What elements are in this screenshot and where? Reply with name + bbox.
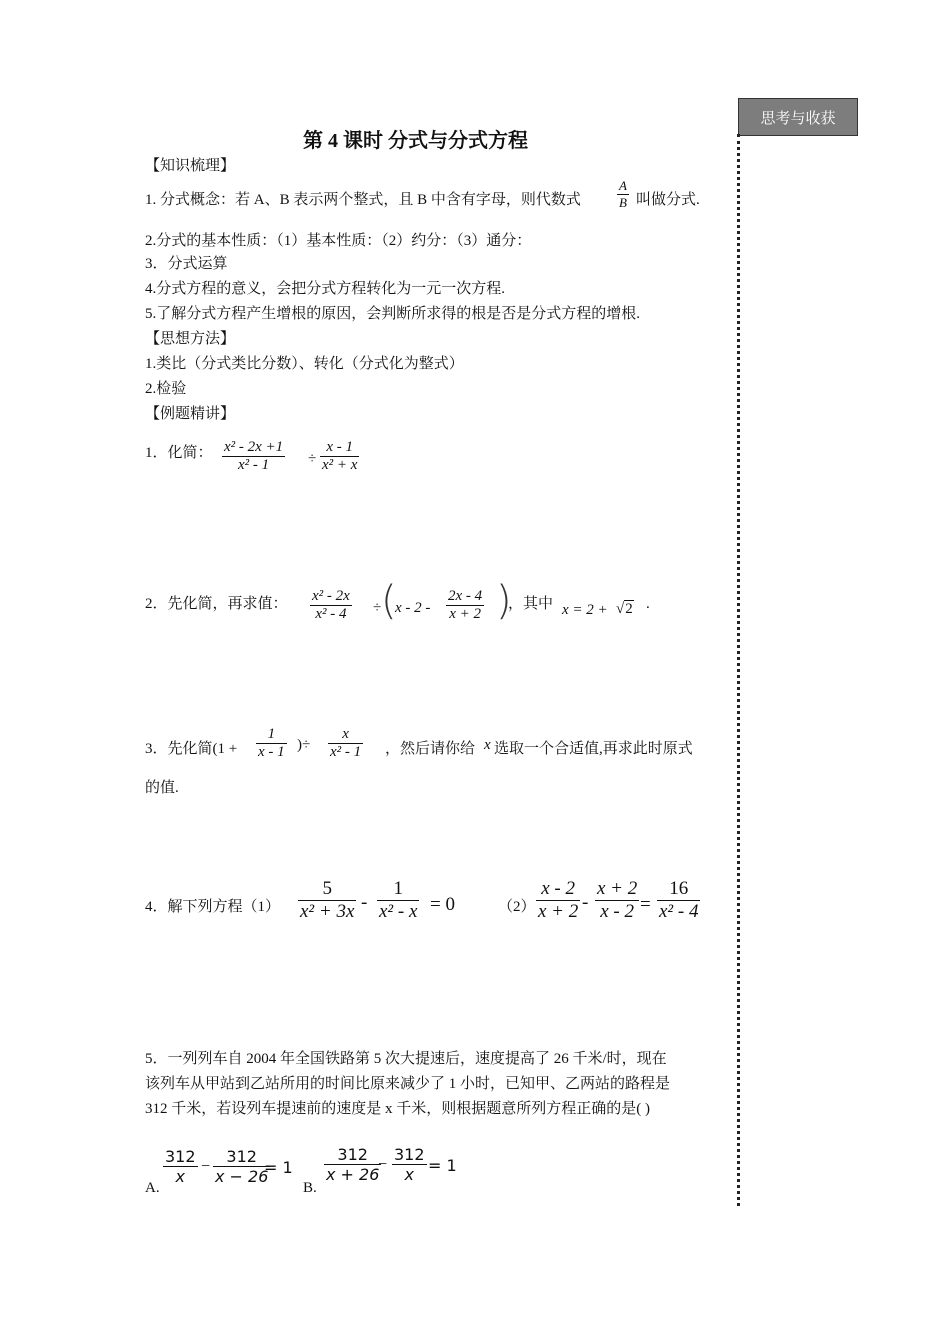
numerator: 1 — [267, 726, 276, 742]
minus-sign: - — [361, 892, 368, 913]
knowledge-item-3: 3．分式运算 — [145, 256, 228, 272]
method-item-1: 1.类比（分式类比分数）、转化（分式化为整式） — [145, 356, 464, 372]
sidebar-label: 思考与收获 — [760, 108, 836, 127]
knowledge-item-1: 1. 分式概念：若 A、B 表示两个整式，且 B 中含有字母，则代数式 — [145, 192, 581, 208]
knowledge-item-5: 5.了解分式方程产生增根的原因，会判断所求得的根是否是分式方程的增根. — [145, 306, 641, 322]
numerator: 312 — [337, 1145, 368, 1164]
example-4-label: 4．解下列方程（1） — [145, 899, 281, 915]
section-knowledge: 【知识梳理】 — [145, 158, 236, 174]
example-2-end: . — [646, 596, 650, 612]
method-item-2: 2.检验 — [145, 381, 187, 397]
knowledge-item-2: 2.分式的基本性质：（1）基本性质：（2）约分：（3）通分： — [145, 233, 532, 249]
example-2-value: x = 2 + — [562, 602, 608, 618]
denominator: x² - 1 — [222, 456, 285, 474]
example-3-var: x — [484, 737, 491, 753]
left-paren: ( — [381, 578, 397, 624]
example-4-fraction-4 — [595, 878, 639, 923]
numerator: x² - 2x +1 — [224, 439, 284, 455]
example-4-fraction-2 — [377, 878, 419, 923]
denominator: x² - 1 — [330, 744, 362, 760]
numerator: 16 — [669, 878, 689, 899]
numerator: x — [342, 726, 349, 742]
example-5-line-2: 该列车从甲站到乙站所用的时间比原来减少了 1 小时，已知甲、乙两站的路程是 — [145, 1076, 671, 1092]
denominator: x - 1 — [258, 744, 285, 760]
example-5-line-3: 312 千米，若设列车提速前的速度是 x 千米，则根据题意所列方程正确的是( ) — [145, 1101, 650, 1117]
example-5-line-1: 5．一列列车自 2004 年全国铁路第 5 次大提速后，速度提高了 26 千米/时，现在 — [145, 1051, 667, 1067]
option-b-fraction-2 — [392, 1145, 427, 1184]
right-paren: ) — [496, 578, 512, 624]
option-a-equals: = 1 — [264, 1158, 293, 1177]
division-sign: ÷ — [308, 451, 317, 467]
numerator: x - 2 — [541, 878, 576, 899]
numerator: 312 — [165, 1147, 196, 1166]
denominator: x² + x — [322, 457, 358, 473]
denominator: x + 26 — [326, 1165, 380, 1184]
example-4-fraction-5 — [657, 878, 700, 923]
option-b-fraction-1 — [324, 1145, 381, 1184]
example-3-fraction-1 — [256, 726, 287, 761]
denominator: x + 2 — [538, 901, 579, 922]
denominator: x + 2 — [446, 605, 484, 623]
example-2-where: ，其中 — [508, 596, 554, 612]
denominator: x − 26 — [215, 1167, 269, 1186]
denominator: x — [392, 1164, 427, 1184]
option-b-equals: = 1 — [428, 1156, 457, 1175]
denominator: x² + 3x — [300, 901, 355, 922]
option-a-fraction-1 — [163, 1147, 198, 1186]
equals-zero: = 0 — [430, 894, 455, 915]
example-1-fraction-2 — [320, 439, 359, 474]
example-3-line-2: 的值. — [145, 780, 179, 796]
section-examples: 【例题精讲】 — [145, 406, 236, 422]
sqrt-sign: √2 — [616, 601, 633, 617]
denominator: x² - 4 — [310, 605, 352, 623]
example-2-label: 2．先化简，再求值： — [145, 596, 288, 612]
example-2-fraction-2 — [446, 588, 484, 623]
sidebar-label-box — [738, 98, 858, 136]
numerator: 2x - 4 — [448, 588, 483, 604]
denominator: x — [163, 1166, 198, 1186]
example-4-label-2: （2） — [498, 899, 536, 915]
numerator: x² - 2x — [312, 588, 350, 604]
numerator: 1 — [393, 878, 403, 899]
minus-sign: − — [378, 1156, 388, 1173]
equals-sign: = — [640, 894, 651, 915]
example-4-fraction-3 — [536, 878, 580, 923]
option-b-label: B. — [303, 1180, 317, 1196]
page-title: 第 4 课时 分式与分式方程 — [303, 130, 528, 152]
numerator: x + 2 — [597, 878, 638, 899]
fraction-denominator: B — [619, 195, 627, 210]
denominator: x - 2 — [595, 900, 639, 923]
example-1-fraction-1 — [222, 439, 285, 474]
minus-sign: - — [582, 892, 589, 913]
option-a-label: A. — [145, 1180, 160, 1196]
example-2-middle: x - 2 - — [395, 600, 431, 616]
numerator: 312 — [394, 1145, 425, 1164]
denominator: x² - 4 — [659, 901, 699, 922]
example-4-fraction-1 — [298, 878, 356, 923]
numerator: 5 — [322, 878, 332, 899]
sqrt-radicand: 2 — [625, 601, 633, 617]
example-3-tail: ，然后请你给 — [385, 741, 476, 757]
sidebar-divider — [737, 134, 740, 1206]
numerator: x - 1 — [326, 439, 354, 455]
example-3-tail-2: 选取一个合适值,再求此时原式 — [494, 741, 693, 757]
example-3-middle: )÷ — [297, 737, 311, 753]
example-2-fraction-1 — [310, 588, 352, 623]
option-a-fraction-2 — [213, 1147, 270, 1186]
division-sign: ÷ — [373, 600, 382, 616]
numerator: 312 — [226, 1147, 257, 1166]
fraction-numerator: A — [619, 178, 627, 193]
example-3-fraction-2 — [328, 726, 363, 761]
example-1-label: 1．化简： — [145, 445, 213, 461]
denominator: x² - x — [379, 901, 418, 922]
section-methods: 【思想方法】 — [145, 331, 236, 347]
knowledge-fraction-ab — [617, 178, 629, 211]
knowledge-item-1-tail: 叫做分式. — [636, 192, 700, 208]
minus-sign: − — [201, 1158, 211, 1175]
knowledge-item-4: 4.分式方程的意义，会把分式方程转化为一元一次方程. — [145, 281, 506, 297]
example-3-label: 3．先化简(1 + — [145, 741, 238, 757]
